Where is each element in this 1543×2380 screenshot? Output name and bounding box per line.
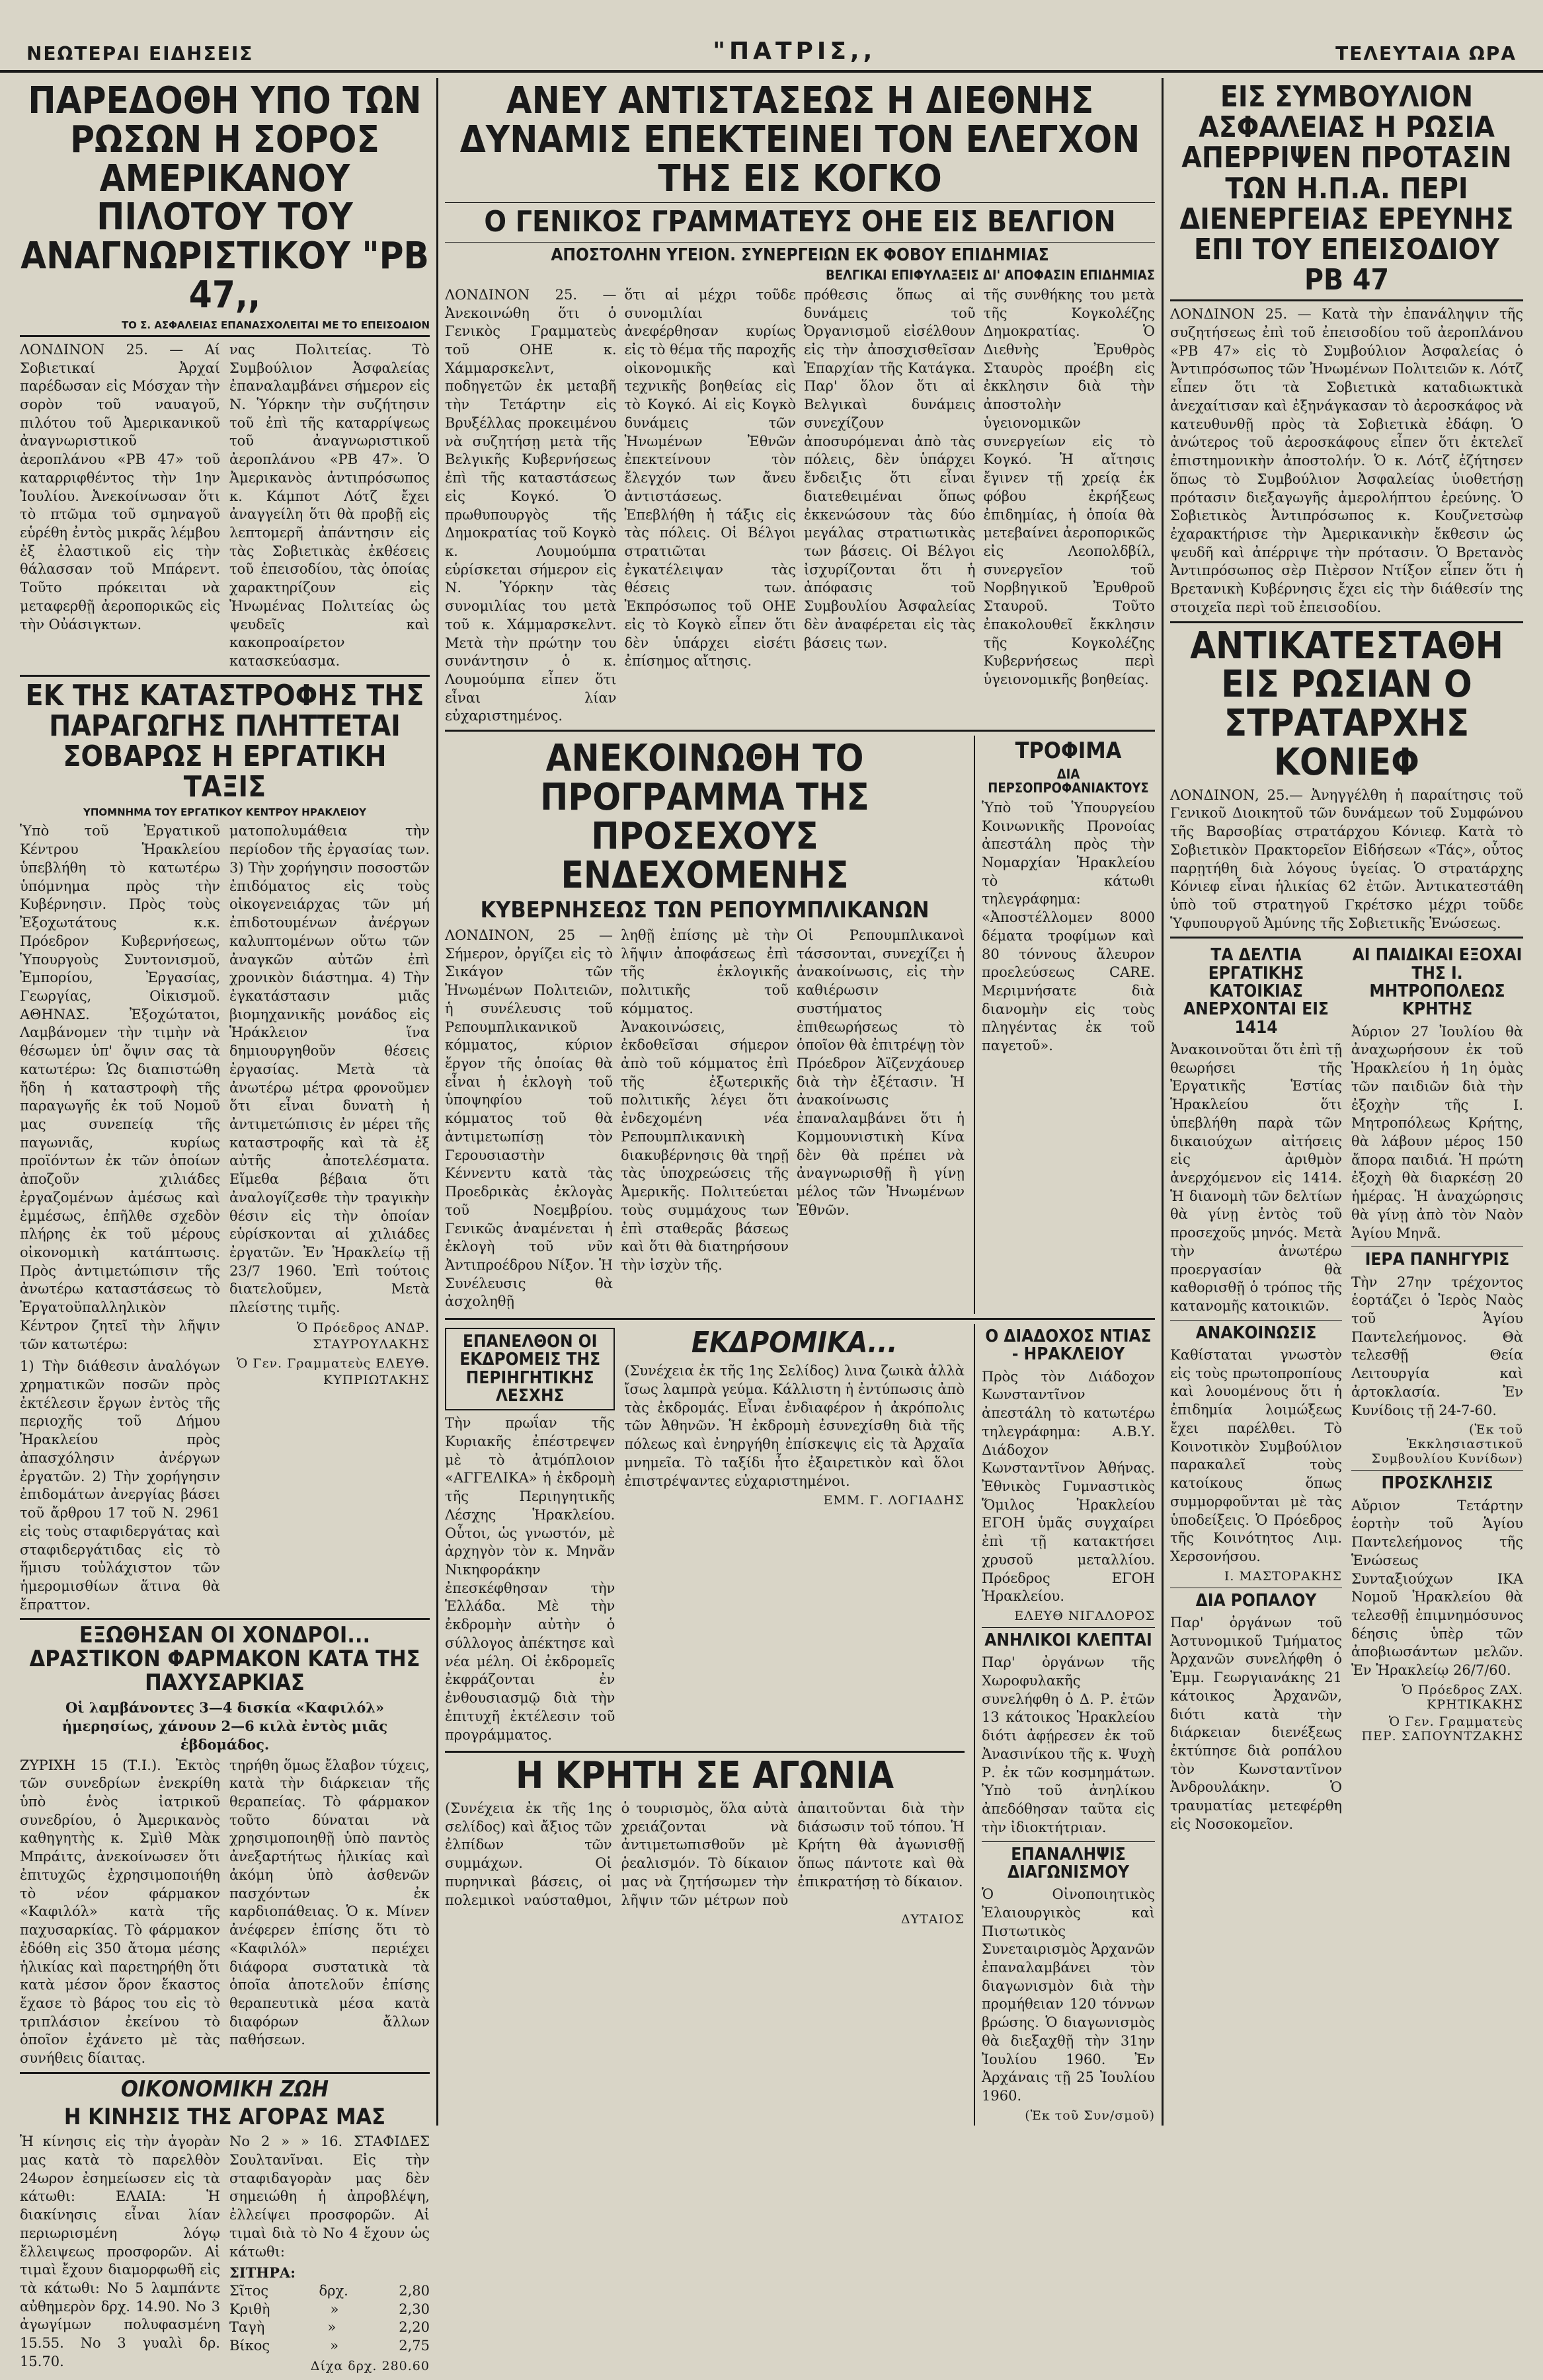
article-club: Παρ' ὀργάνων τοῦ Ἀστυνομικοῦ Τμήματος Ἀρχανῶν συνελήφθη ὁ Ἐμμ. Γεωργιανάκης 21 κάτοικος Ἀρχανῶν, διότι κατὰ τὴν διάρκειαν διενέξεως ἐκτύπησε διὰ ροπάλου τὸν Κωνσταντῖνον Ἀνδρουλάκην. Ὁ τραυματίας μετεφέρθη εἰς Νοσοκομεῖον. xyxy=(1170,1614,1342,1832)
headline-obesity: ΕΞΩΘΗΣΑΝ ΟΙ ΧΟΝΔΡΟΙ... ΔΡΑΣΤΙΚΟΝ ΦΑΡΜΑΚΟΝ ΚΑΤΑ ΤΗΣ ΠΑΧΥΣΑΡΚΙΑΣ xyxy=(29,1622,420,1696)
signature-president-ika: Ὁ Πρόεδρος ΖΑΧ. ΚΡΗΤΙΚΑΚΗΣ xyxy=(1402,1682,1523,1712)
headline-feast: ΙΕΡΑ ΠΑΝΗΓΥΡΙΣ xyxy=(1365,1250,1510,1270)
grain-row: Κριθὴ » 2,30 xyxy=(229,2301,430,2317)
article-obesity-col-a: ΖΥΡΙΧΗ 15 (Τ.Ι.). Ἐκτὸς τῶν συνεδρίων ἐνεκρίθη ὑπὸ ἑνὸς ἰατρικοῦ συνεδρίου, ὁ Ἀμερικανὸς καθηγητὴς κ. Σμὶθ Μὰκ Μπράιτς, ἀνεκοίνωσεν ὅτι ἐπιτυχῶς ἐχρησιμοποιήθη τὸ νέον φάρμακον «Καφιλόλ» κατὰ τῆς παχυσαρκίας. Τὸ φάρμακον ἐδόθη εἰς 350 ἄτομα μέσης ἡλικίας καὶ παρετηρήθη ὅτι κατὰ μέσον ὅρον ἕκαστος ἔχασε τὸ βάρος του εἰς τὸ τριπλάσιον ἐκείνου τὸ ὁποῖον ἐχάνετο μὲ τὰς συνήθεις δίαιτας. xyxy=(20,1757,220,2067)
article-feast: Τὴν 27ην τρέχοντος ἑορτάζει ὁ Ἱερὸς Ναὸς τοῦ Ἁγίου Παντελεήμονος. Θὰ τελεσθῇ Θεία Λειτουργία καὶ ἀρτοκλασία. Ἐν Κυνίδοις τῇ 24-7-60. xyxy=(1351,1274,1523,1418)
headline-club: ΔΙΑ ΡΟΠΑΛΟΥ xyxy=(1195,1590,1317,1611)
article-announcement: Καθίσταται γνωστὸν εἰς τοὺς πρωτοπροπίους καὶ λουομένους ὅτι ἡ ἐπιδημία λοιμώξεως ἔχει παρέλθει. Τὸ Κοινοτικὸν Συμβούλιον παρακαλεῖ τοὺς κατοίκους ὅπως συμμορφοῦνται μὲ τὰς ὑποδείξεις. Ὁ Πρόεδρος τῆς Κοινότητος Λιμ. Χερσονήσου. xyxy=(1170,1347,1342,1564)
article-republicans-col-3: Οἱ Ρεπουμπλικανοὶ τάσσονται, συνεχίζει ἡ ἀνακοίνωσις, εἰς τὴν καθιέρωσιν συστήματος ἐπιθεωρήσεως τὸ ὁποῖον θὰ ἐπιτρέψῃ τὸν Πρόεδρον Ἀϊζενχάουερ διὰ τὴν ἐξέτασιν. Ἡ ἀνακοίνωσις ἐπαναλαμβάνει ὅτι ἡ Κομμουνιστικὴ Κίνα δὲν θὰ πρέπει νὰ ἀναγνωρισθῇ ἢ γίνῃ μέλος τῶν Ἠνωμένων Ἐθνῶν. xyxy=(797,927,965,1218)
headline-republicans: ΑΝΕΚΟΙΝΩΘΗ ΤΟ ΠΡΟΓΡΑΜΜΑ ΤΗΣ ΠΡΟΣΕΧΟΥΣ ΕΝΔΕΧΟΜΕΝΗΣ xyxy=(540,737,869,897)
masthead-right: ΤΕΛΕΥΤΑΙΑ ΩΡΑ xyxy=(1335,43,1517,65)
article-obesity xyxy=(20,1757,430,2068)
subheadline-obesity: Οἱ λαμβάνοντες 3—4 δισκία «Καφιλόλ» ἡμερησίως, χάνουν 2—6 κιλὰ ἐντὸς μιᾶς ἑβδομάδος. xyxy=(61,1699,388,1753)
article-labour xyxy=(20,822,430,1614)
signature-ntias: ΕΛΕΥΘ ΝΙΓΑΛΟΡΟΣ xyxy=(1014,1609,1155,1624)
article-konev: ΛΟΝΔΙΝΟΝ, 25.— Ἀνηγγέλθη ἡ παραίτησις τοῦ Γενικοῦ Διοικητοῦ τῶν δυνάμεων τοῦ Συμφώνου τῆς Βαρσοβίας στρατάρχου Κόνιεφ. Κατὰ τὸ Σοβιετικὸν Πρακτορεῖον Εἰδήσεων «Τάς», οὗτος παρῃτήθη διὰ λόγους ὑγείας. Ὁ στρατάρχης Κόνιεφ εἶναι ἡλικίας 62 ἐτῶν. Ἀντικατεστάθη ὑπὸ τοῦ στρατηγοῦ Γκρέτσκο μέχρι τοῦδε Ὑφυπουργοῦ Ἀμύνης τῆς Σοβιετικῆς Ἑνώσεως. xyxy=(1170,787,1523,931)
signature-tender: (Ἐκ τοῦ Συν/σμοῦ) xyxy=(1025,2108,1155,2123)
headline-invitation: ΠΡΟΣΚΛΗΣΙΣ xyxy=(1381,1473,1493,1494)
headline-konev: ΑΝΤΙΚΑΤΕΣΤΑΘΗ ΕΙΣ ΡΩΣΙΑΝ Ο ΣΤΡΑΤΑΡΧΗΣ ΚΟΝΙΕΦ xyxy=(1190,624,1503,784)
grain-title: ΣΙΤΗΡΑ: xyxy=(229,2264,296,2282)
headline-security-council: ΕΙΣ ΣΥΜΒΟΥΛΙΟΝ ΑΣΦΑΛΕΙΑΣ Η ΡΩΣΙΑ ΑΠΕΡΡΙΨΕΝ ΠΡΟΤΑΣΙΝ ΤΩΝ Η.Π.Α. ΠΕΡΙ ΔΙΕΝΕΡΓΕΙΑΣ ΕΡΕΥΝΗΣ ΕΠΙ ΤΟΥ ΕΠΕΙΣΟΔΙΟΥ ΡΒ 47 xyxy=(1179,80,1514,297)
signature-secretary: Ὁ Γεν. Γραμματεὺς ΕΛΕΥΘ. ΚΥΠΡΙΩΤΑΚΗΣ xyxy=(237,1356,430,1388)
headline-market: Η ΚΙΝΗΣΙΣ ΤΗΣ ΑΓΟΡΑΣ ΜΑΣ xyxy=(63,2103,386,2130)
signature-secretary-ika: Ὁ Γεν. Γραμματεὺς ΠΕΡ. ΣΑΠΟΥΝΤΖΑΚΗΣ xyxy=(1361,1714,1523,1744)
article-ekdromika: (Συνέχεια ἐκ τῆς 1ης Σελίδος) λινα ζωικὰ ἀλλὰ ἴσως λαμπρὰ γεύμα. Κάλλιστη ἡ ἐντύπωσις ἀπὸ τὰς ἐκδρομάς. Εἶναι ἐνδιαφέρον ἡ ἀκρόπολις τῶν Ἀθηνῶν. Ἡ ἐκδρομὴ ἐσυνεχίσθη διὰ τῆς πόλεως καὶ ἐνηργήθη ἐπίσκεψις εἰς τὰ Ἀρχαῖα μνημεῖα. Τὸ ταξίδι ἦτο ἐξαιρετικὸν καὶ ὅλοι ἐπιστρέψαντες εὐχαριστημένοι. xyxy=(624,1363,965,1489)
signature-mastorakis: Ι. ΜΑΣΤΟΡΑΚΗΣ xyxy=(1224,1568,1342,1584)
article-pilot-col-a: ΛΟΝΔΙΝΟΝ 25. — Αί Σοβιετικαί Ἀρχαί παρέδωσαν εἰς Μόσχαν τὴν σορὸν τοῦ ναυαγοῦ, πιλότου τοῦ Ἀμερικανικοῦ ἀναγνωριστικοῦ ἀεροπλάνου «ΡΒ 47» τοῦ καταρριφθέντος τὴν 1ην Ἰουλίου. Ἀνεκοίνωσαν ὅτι τὸ πτῶμα τοῦ σμηναγοῦ εὑρέθη ἐντὸς μικρᾶς λέμβου ἐξ ἐλαστικοῦ εἰς τὴν θάλασσαν τοῦ Μπάρεντ. Τοῦτο πρόκειται νὰ μεταφερθῇ ἀεροπορικῶς εἰς τὴν Οὐάσιγκτων. xyxy=(20,341,220,633)
article-food: Ὑπὸ τοῦ Ὑπουργείου Κοινωνικῆς Προνοίας ἀπεστάλη πρὸς τὴν Νομαρχίαν Ἡρακλείου τὸ κάτωθι τηλεγράφημα: «Ἀποστέλλομεν 8000 δέματα τροφίμων καὶ 80 τόννους ἄλευρον προελεύσεως CARE. Μεριμνήσατε διὰ διανομὴν εἰς τοὺς πληγέντας ἐκ τοῦ παγετοῦ». xyxy=(982,799,1155,1054)
headline-food: ΤΡΟΦΙΜΑ xyxy=(1015,738,1122,765)
right-lower-row xyxy=(1170,942,1523,1836)
article-congo-col-3: πρόθεσις ὅπως αἱ δυνάμεις τοῦ Ὀργανισμοῦ εἰσέλθουν εἰς τὴν ἀποσχισθεῖσαν Ἐπαρχίαν τῆς Κατάγκα. Παρ' ὅλον ὅτι αἱ Βελγικαὶ δυνάμεις συνεχίζουν ἀποσυρόμεναι ἀπὸ τὰς πόλεις, δὲν ὑπάρχει ἔνδειξις ὅτι εἶναι διατεθειμέναι ὅπως ἐκκενώσουν τὰς δύο μεγάλας στρατιωτικὰς των βάσεις. Οἱ Βέλγοι ἰσχυρίζονται ὅτι ἡ ἀπόφασις τοῦ Συμβουλίου Ἀσφαλείας δὲν ἀναφέρεται εἰς τὰς βάσεις των. xyxy=(804,286,976,651)
grain-footer: Δίχα δρχ. 280.60 xyxy=(310,2358,430,2373)
article-camps: Ἀύριον 27 Ἰουλίου θὰ ἀναχωρήσουν ἐκ τοῦ Ἡρακλείου ἡ 1η ὁμὰς τῶν παιδιῶν διὰ τὴν ἐξοχὴν τῆς Ι. Μητροπόλεως Κρήτης, θὰ λάβουν μέρος 150 ἄπορα παιδιά. Ἡ πρώτη ἐξοχὴ θὰ διαρκέσῃ 20 ἡμέρας. Ἡ ἀναχώρησις θὰ γίνῃ ἀπὸ τὸν Ναὸν Ἁγίου Μηνᾶ. xyxy=(1351,1023,1523,1241)
headline-ekdromika: ΕΚΔΡΟΜΙΚΑ... xyxy=(691,1326,898,1360)
article-labour-col-b: ματοπολυμάθεια τὴν περίοδον τῆς ἐργασίας των. 3) Τὴν χορήγησιν ποσοστῶν ἐπιδόματος εἰς τοὺς οἰκογενειάρχας τῶν μή ἐπιδοτουμένων ἀνέργων καλυπτομένων οὕτω τῶν ἀναγκῶν αὐτῶν ἐπὶ χρονικὸν διάστημα. 4) Τὴν ἐγκατάστασιν μιᾶς βιομηχανικῆς μονάδος εἰς Ἡράκλειον ἵνα δημιουργηθοῦν θέσεις ἐργασίας. Μετὰ τὰ ἀνωτέρω μέτρα φρονοῦμεν ὅτι εἶναι δυνατὴ ἡ ἀντιμετώπισις ἐν μέρει τῆς καταστροφῆς καὶ τὰ ἐξ αὐτῆς ἀποτελέσματα. Εἴμεθα βέβαια ὅτι ἀναλογίζεσθε τὴν τραγικὴν θέσιν εἰς τὴν ὁποίαν εὑρίσκονται αἱ χιλιάδες ἐργατῶν. Ἐν Ἡρακλείῳ τῇ 23/7 1960. Ἐπὶ τούτοις διατελοῦμεν, Μετὰ πλείστης τιμῆς. xyxy=(229,823,430,1316)
article-market xyxy=(20,2133,430,2377)
headline-labour: ΕΚ ΤΗΣ ΚΑΤΑΣΤΡΟΦΗΣ ΤΗΣ ΠΑΡΑΓΩΓΗΣ ΠΛΗΤΤΕΤΑΙ ΣΟΒΑΡΩΣ Η ΕΡΓΑΤΙΚΗ ΤΑΞΙΣ xyxy=(25,678,424,804)
article-ntias: Πρὸς τὸν Διάδοχον Κωνσταντῖνον ἀπεστάλη τὸ κατωτέρω τηλεγράφημα: Α.Β.Υ. Διάδοχον Κωνσταντῖνον Ἀθήνας. Ἐθνικὸς Γυμναστικὸς Ὅμιλος Ἡρακλείου ΕΓΟΗ ὑμᾶς συγχαίρει ἐπὶ τῇ κατακτήσει χρυσοῦ μεταλλίου. Πρόεδρος ΕΓΟΗ Ἡρακλείου. xyxy=(982,1368,1155,1605)
subheadline-food: ΔΙΑ ΠΕΡΣΟΠΡΟΦΑΝΙΑΚΤΟΥΣ xyxy=(988,765,1149,796)
article-crete: (Συνέχεια ἐκ τῆς 1ης σελίδος) καὶ ἄξιος τῶν ἐλπίδων τῶν συμμάχων. Οἱ πυρηνικαὶ βάσεις, οἱ πολεμικοὶ ναύσταθμοι, ὁ τουρισμὸς, ὅλα αὐτὰ χρειάζονται νὰ ἀντιμετωπισθοῦν μὲ ῥεαλισμόν. Τὸ δίκαιον μας νὰ ζητήσωμεν τὴν λῆψιν τῶν μέτρων ποὺ ἀπαιτοῦνται διὰ τὴν διάσωσιν τοῦ τόπου. Ἡ Κρήτη θὰ ἀγωνισθῇ ὅπως πάντοτε καὶ θὰ ἐπικρατήσῃ τὸ δίκαιον. xyxy=(445,1800,965,1908)
headline-congo: ΑΝΕΥ ΑΝΤΙΣΤΑΣΕΩΣ Η ΔΙΕΘΝΗΣ ΔΥΝΑΜΙΣ ΕΠΕΚΤΕΙΝΕΙ ΤΟΝ ΕΛΕΓΧΟΝ ΤΗΣ ΕΙΣ ΚΟΓΚΟ xyxy=(459,79,1140,200)
subheadline-belgian: ΒΕΛΓΙΚΑΙ ΕΠΙΦΥΛΑΞΕΙΣ ΔΙ' ΑΠΟΦΑΣΙΝ ΕΠΙΔΗΜΙΑΣ xyxy=(825,266,1155,283)
article-congo-col-2: ὅτι αἱ μέχρι τοῦδε συνομιλίαι ἀνεφέρθησαν κυρίως εἰς τὸ θέμα τῆς παροχῆς οἰκονομικῆς καὶ τεχνικῆς βοηθείας εἰς τὸ Κογκό. Αἱ εἰς Κογκὸ δυνάμεις τῶν Ἠνωμένων Ἐθνῶν ἐπεκτείνουν τὸν ἔλεγχόν των ἄνευ ἀντιστάσεως. Ἐπεβλήθη ἡ τάξις εἰς τὰς πόλεις. Οἱ Βέλγοι στρατιῶται ἐγκατέλειψαν τὰς θέσεις των. Ἐκπρόσωπος τοῦ ΟΗΕ εἰς τὸ Κογκὸ εἶπεν ὅτι δὲν ὑπάρχει εἰσέτι ἐπίσημος αἴτησις. xyxy=(624,286,796,670)
headline-health-teams: ΑΠΟΣΤΟΛΗΝ ΥΓΕΙΟΝ. ΣΥΝΕΡΓΕΙΩΝ ΕΚ ΦΟΒΟΥ ΕΠΙΔΗΜΙΑΣ xyxy=(551,245,1049,265)
headline-economy: ΟΙΚΟΝΟΜΙΚΗ ΖΩΗ xyxy=(120,2075,329,2102)
article-obesity-col-b: τηρήθη ὅμως ἔλαβον τύχεις, κατὰ τὴν διάρκειαν τῆς θεραπείας. Τὸ φάρμακον τοῦτο δύναται νὰ χρησιμοποιηθῇ ὑπὸ παντὸς ἀνεξαρτήτως ἡλικίας καὶ ἀκόμη ὑπὸ ἀσθενῶν πασχόντων ἐκ καρδιοπάθειας. Ὁ κ. Μίνεν ἀνέφερεν ἐπίσης ὅτι τὸ «Καφιλόλ» περιέχει διάφορα συστατικὰ τὰ ὁποῖα ἀποτελοῦν ἐπίσης θεραπευτικὰ μέσα κατὰ διαφόρων ἄλλων παθήσεων. xyxy=(229,1757,430,2048)
headline-ntias: Ο ΔΙΑΔΟΧΟΣ ΝΤΙΑΣ - ΗΡΑΚΛΕΙΟΥ xyxy=(985,1326,1152,1365)
headline-announcement: ΑΝΑΚΟΙΝΩΣΙΣ xyxy=(1195,1323,1317,1343)
article-market-col-a: Ἡ κίνησις εἰς τὴν ἀγορὰν μας κατὰ τὸ παρελθὸν 24ωρον ἐσημείωσεν εἰς τὰ κάτωθι: ΕΛΑΙΑ: Ἡ διακίνησις εἶναι λίαν περιωρισμένη λόγῳ ἔλλειψεως προσφορῶν. Αἱ τιμαὶ ἔχουν διαμορφωθῆ εἰς τὰ κάτωθι: Νο 5 λαμπάντε αὐθημερὸν δρχ. 14.90. Νο 3 ἀγωγίμων πολυφασμένη 15.55. Νο 3 γυαλὶ δρ. 15.70. xyxy=(20,2133,220,2369)
signature-bottom: ΔΥΤΑΙΟΣ xyxy=(900,1912,965,1927)
article-security-council: ΛΟΝΔΙΝΟΝ 25. — Κατὰ τὴν ἐπανάληψιν τῆς συζητήσεως ἐπὶ τοῦ ἐπεισοδίου τοῦ ἀεροπλάνου «ΡΒ 47» εἰς τὸ Συμβούλιον Ἀσφαλείας ὁ Ἀντιπρόσωπος τῶν Ἠνωμένων Πολιτειῶν κ. Λότζ εἶπεν ὅτι τὰ Σοβιετικὰ καταδιωκτικὰ ἀνεχαίτισαν καὶ ἐξηνάγκασαν τὸ ἀεροσκάφος νὰ κατευθυνθῇ πρὸς τὰ Σοβιετικὰ ἐδάφη. Ὁ ἀνώτερος τοῦ ἀεροσκάφους εἶπεν ὅτι ἐκτελεῖ ἐπιστημονικὴν ἀποστολήν. Ὁ κ. Λότζ ἐζήτησεν ὅπως τὸ Συμβούλιον Ἀσφαλείας ὑιοθετήσῃ πρότασιν διεξαγωγῆς ἀμερολήπτου ἐρεύνης. Ὁ Σοβιετικὸς Ἀντιπρόσωπος κ. Κουζνετσὼφ ἐχαρακτήρισε τὴν Ἀμερικανικὴν ἔκθεσιν ὡς ψευδῆ καὶ ἀπέρριψε τὴν πρότασιν. Ὁ Βρετανὸς Ἀντιπρόσωπος σὲρ Πιὲρσον Ντίξον εἶπεν ὅτι ἡ Βρετανικὴ Κυβέρνησις ἔχει εἰς τὴν διάθεσίν της στοιχεῖα περὶ τοῦ ἐπεισοδίου. xyxy=(1170,306,1523,615)
subheadline-pilot: ΤΟ Σ. ΑΣΦΑΛΕΙΑΣ ΕΠΑΝΑΣΧΟΛΕΙΤΑΙ ΜΕ ΤΟ ΕΠΕΙΣΟΔΙΟΝ xyxy=(121,319,430,331)
article-tender: Ὁ Οἰνοποιητικὸς Ἐλαιουργικὸς καὶ Πιστωτικὸς Συνεταιρισμὸς Ἀρχανῶν ἐπαναλαμβάνει τὸν διαγωνισμὸν διὰ τὴν προμήθειαν 120 τόννων βρώσης. Ὁ διαγωνισμὸς θὰ διεξαχθῇ τὴν 31ην Ἰουλίου 1960. Ἐν Ἀρχάναις τῇ 25 Ἰουλίου 1960. xyxy=(982,1886,1156,2104)
article-congo xyxy=(445,286,1155,726)
signature-logiadis: ΕΜΜ. Γ. ΛΟΓΙΑΔΗΣ xyxy=(823,1493,965,1508)
headline-worker-housing: ΤΑ ΔΕΛΤΙΑ ΕΡΓΑΤΙΚΗΣ ΚΑΤΟΙΚΙΑΣ ΑΝΕΡΧΟΝΤΑΙ ΕΙΣ 1414 xyxy=(1183,945,1329,1038)
article-thieves: Παρ' ὀργάνων τῆς Χωροφυλακῆς συνελήφθη ὁ Δ. Ρ. ἐτῶν 13 κάτοικος Ἡρακλείου διότι ἀφῄρεσεν ἐκ τοῦ Ἀνασινίκου τῆς κ. Ψυχὴ Ρ. ἐκ τῶν κοσμημάτων. Ὑπὸ τοῦ ἀνηλίκου ἀπεδόθησαν ταῦτα εἰς τὴν ἰδιοκτήτριαν. xyxy=(982,1654,1155,1835)
headline-un-secretary: Ο ΓΕΝΙΚΟΣ ΓΡΑΜΜΑΤΕΥΣ ΟΗΕ ΕΙΣ ΒΕΛΓΙΟΝ xyxy=(484,205,1116,239)
signature-feast: (Ἐκ τοῦ Ἐκκλησιαστικοῦ Συμβουλίου Κυνίδων) xyxy=(1371,1422,1523,1467)
article-excursion: Τὴν πρωΐαν τῆς Κυριακῆς ἐπέστρεψεν μὲ τὸ ἀτμόπλοιον «ΑΓΓΕΛΙΚΑ» ἡ ἐκδρομὴ τῆς Περιηγητικῆς Λέσχης Ἡρακλείου. Οὗτοι, ὡς γνωστόν, μὲ ἀρχηγὸν τὸν κ. Μηνᾶν Νικηφοράκην ἐπεσκέφθησαν τὴν Ἑλλάδα. Μὲ τὴν ἐκδρομὴν αὐτὴν ὁ σύλλογος ἀπέκτησε καὶ νέα μέλη. Οἱ ἐκδρομεῖς ἐκφράζονται ἐν ἐνθουσιασμῷ διὰ τὴν ἐπιτυχῆ ἐκτέλεσιν τοῦ προγράμματος. xyxy=(445,1415,615,1743)
masthead xyxy=(0,0,1543,73)
article-pilot xyxy=(20,341,430,671)
signature-president: Ὁ Πρόεδρος ΑΝΔΡ. ΣΤΑΥΡΟΥΛΑΚΗΣ xyxy=(296,1320,430,1352)
article-republicans-col-2: ληθῇ ἐπίσης μὲ τὴν λῆψιν ἀποφάσεως ἐπὶ τῆς ἐκλογικῆς πολιτικῆς τοῦ κόμματος. Ἀνακοινώσεις, ἐκδοθεῖσαι σήμερον ἀπὸ τοῦ κόμματος ἐπὶ τῆς ἐξωτερικῆς πολιτικῆς λέγει ὅτι ἐνδεχομένη νέα Ρεπουμπλικανικὴ διακυβέρνησις θὰ τηρῇ τὰς ὑποχρεώσεις τῆς Ἀμερικῆς. Πολιτεύεται τοὺς συμμάχους των ἐπὶ σταθερᾶς βάσεως καὶ ὅτι θὰ διατηρήσουν τὴν ἰσχὺν τῆς. xyxy=(621,927,789,1273)
headline-pilot: ΠΑΡΕΔΟΘΗ ΥΠΟ ΤΩΝ ΡΩΣΩΝ Η ΣΟΡΟΣ ΑΜΕΡΙΚΑΝΟΥ ΠΙΛΟΤΟΥ ΤΟΥ ΑΝΑΓΝΩΡΙΣΤΙΚΟΥ "ΡΒ 47,, xyxy=(20,79,429,317)
subheadline-labour: ΥΠΟΜΝΗΜΑ ΤΟΥ ΕΡΓΑΤΙΚΟΥ ΚΕΝΤΡΟΥ ΗΡΑΚΛΕΙΟΥ xyxy=(83,806,367,819)
headline-camps: ΑΙ ΠΑΙΔΙΚΑΙ ΕΞΟΧΑΙ ΤΗΣ Ι. ΜΗΤΡΟΠΟΛΕΩΣ ΚΡΗΤΗΣ xyxy=(1352,945,1523,1020)
article-labour-col-a2: 1) Τὴν διάθεσιν ἀναλόγων χρηματικῶν ποσῶν πρὸς ἐκτέλεσιν ἔργων ἐντὸς τῆς περιοχῆς τοῦ Δήμου Ἡρακλείου πρὸς ἀπασχόλησιν ἀνέργων ἐργατῶν. 2) Τὴν χορήγησιν ἐπιδομάτων ἀνεργίας βάσει τοῦ ἄρθρου 17 τοῦ Ν. 2961 εἰς τοὺς σταφιδεργάτας καὶ σταφιδεργάτιδας εἰς τὸ ἥμισυ τοὐλάχιστον τῶν ἡμερομισθίων ἅτινα θὰ ἔπραττον. xyxy=(20,1358,220,1613)
republicans-row xyxy=(445,736,1155,1314)
grain-row: Ταγὴ » 2,20 xyxy=(229,2319,430,2336)
lower-center-row xyxy=(445,1324,1155,2126)
article-republicans xyxy=(445,927,965,1311)
article-republicans-col-1: ΛΟΝΔΙΝΟΝ, 25 — Σήμερον, ὀργίζει εἰς τὸ Σικάγον τῶν Ἠνωμένων Πολιτειῶν, ἡ συνέλευσις τοῦ Ρεπουμπλικανικοῦ κόμματος, κύριον ἔργον τῆς ὁποίας θὰ εἶναι ἡ ἐκλογὴ τοῦ ὑποψηφίου τοῦ κόμματος τοῦ θὰ ἀντιμετωπίσῃ τὸν Γερουσιαστὴν Κέννεντυ κατὰ τὰς Προεδρικὰς ἐκλογὰς τοῦ Νοεμβρίου. Γενικῶς ἀναμένεται ἡ ἐκλογὴ τοῦ νῦν Ἀντιπροέδρου Νίξον. Ἡ Συνέλευσις θὰ ἀσχοληθῇ xyxy=(445,927,613,1310)
headline-excursion: ΕΠΑΝΕΛΘΟΝ ΟΙ ΕΚΔΡΟΜΕΙΣ ΤΗΣ ΠΕΡΙΗΓΗΤΙΚΗΣ ΛΕΣΧΗΣ xyxy=(445,1328,615,1410)
article-worker-housing: Ἀνακοινοῦται ὅτι ἐπὶ τῇ θεωρήσει τῆς Ἐργατικῆς Ἑστίας Ἡρακλείου ὅτι ὑπεβλήθη παρὰ τῶν δικαιούχων αἰτήσεις εἰς ἀριθμὸν ἀνερχόμενον εἰς 1414. Ἡ διανομὴ τῶν δελτίων θὰ γίνῃ ἐντὸς τοῦ προσεχοῦς μηνός. Μετὰ τὴν ἀνωτέρω προεργασίαν θὰ καθορισθῇ ὁ τρόπος τῆς κατανομῆς κατοικιῶν. xyxy=(1170,1041,1342,1315)
article-congo-col-1: ΛΟΝΔΙΝΟΝ 25. — Ἀνεκοινώθη ὅτι ὁ Γενικὸς Γραμματεὺς τοῦ ΟΗΕ κ. Χάμμαρσκελντ, ποδηγετῶν ἐκ μεταβῆ τὴν Τετάρτην εἰς Βρυξέλλας προκειμένου νὰ συζητήσῃ μετὰ τῆς Βελγικῆς Κυβερνήσεως ἐπὶ τῆς καταστάσεως εἰς Κογκό. Ὁ πρωθυπουργὸς τῆς Δημοκρατίας τοῦ Κογκὸ κ. Λουμούμπα εὑρίσκεται σήμερον εἰς Ν. Ὑόρκην τὰς συνομιλίας του μετὰ τοῦ κ. Χάμμαρσκελντ. Μετὰ τὴν πρώτην του συνάντησιν ὁ κ. Λουμούμπα εἶπεν ὅτι εἶναι λίαν εὐχαριστημένος. xyxy=(445,286,617,724)
article-pilot-col-b: νας Πολιτείας. Τὸ Συμβούλιον Ἀσφαλείας ἐπαναλαμβάνει σήμερον εἰς Ν. Ὑόρκην τὴν συζήτησιν τοῦ ἐπὶ τῆς καταρρίψεως τοῦ ἀναγνωριστικοῦ ἀεροπλάνου «ΡΒ 47». Ὁ Ἀμερικανὸς ἀντιπρόσωπος κ. Κάμποτ Λότζ ἔχει ἀναγγείλη ὅτι θὰ προβῇ εἰς λεπτομερῆ ἀπάντησιν εἰς τὰς Σοβιετικὰς ἐκθέσεις τοῦ ἐπεισοδίου, τὰς ὁποίας χαρακτηρίζουν εἰς Ἠνωμένας Πολιτείας ὡς ψευδεῖς καὶ κακοπροαίρετον κατασκεύασμα. xyxy=(229,341,430,669)
article-congo-col-4: τῆς συνθήκης του μετὰ τῆς Κογκολέζης Δημοκρατίας. Ὁ Διεθνὴς Ἐρυθρὸς Σταυρὸς προέβη εἰς ἐκκλησιν διὰ τὴν ἀποστολὴν ὑγειονομικῶν συνεργείων εἰς τὸ Κογκό. Ἡ αἴτησις ἔγινεν τῇ χρείᾳ ἐκ φόβου ἐκρήξεως ἐπιδημίας, ἡ ὁποία θὰ μετεβαίνει ἀεροπορικῶς εἰς Λεοπολδβίλ, συνεργεῖον τοῦ Νορβηγικοῦ Ἐρυθροῦ Σταυροῦ. Τοῦτο ἐπακολουθεῖ ἔκκλησιν τῆς Κογκολέζης Κυβερνήσεως περὶ ὑγειονομικῆς βοηθείας. xyxy=(983,286,1155,687)
headline-tender: ΕΠΑΝΑΛΗΨΙΣ ΔΙΑΓΩΝΙΣΜΟΥ xyxy=(1007,1844,1130,1882)
article-market-col-b: Νο 2 » » 16. ΣΤΑΦΙΔΕΣ Σουλτανῖναι. Εἰς τὴν σταφιδαγορὰν μας δὲν σημειώθη ἡ ἀπροβλέψη, ἐλλείψει προσφορῶν. Αἱ τιμαὶ διὰ τὸ Νο 4 ἔχουν ὡς κάτωθι: xyxy=(229,2133,430,2260)
masthead-title: "ΠΑΤΡΙΣ,, xyxy=(713,38,877,65)
column-right xyxy=(1164,78,1530,1837)
column-left xyxy=(13,78,436,2380)
article-labour-col-a: Ὑπὸ τοῦ Ἐργατικοῦ Κέντρου Ἡρακλείου ὑπεβλήθη τὸ κατωτέρω ὑπόμνημα πρὸς τὴν Κυβέρνησιν. Πρὸς τοὺς Ἐξοχωτάτους κ.κ. Πρόεδρον Κυβερνήσεως, Ὑπουργοὺς Συντονισμοῦ, Ἐμπορίου, Ἐργασίας, Γεωργίας, Οἰκισμοῦ. ΑΘΗΝΑΣ. Ἐξοχώτατοι, Λαμβάνομεν τὴν τιμὴν νὰ θέσωμεν ὑπ' ὄψιν σας τὰ κατωτέρω: Ὡς διαπιστώθη ἤδη ἡ καταστροφὴ τῆς παραγωγῆς ἐκ τοῦ Νομοῦ μας συνεπείᾳ τῆς παγωνιᾶς, κυρίως προϊόντων ἐκ τῶν ὁποίων ἀποζοῦν χιλιάδες ἐργαζομένων ἀμέσως καὶ ἐμμέσως, ἐπῆλθε σχεδὸν πλήρης ἐκ τοῦ μέρους οἰκονομικὴ κατάπτωσις. Πρὸς ἀντιμετώπισιν τῆς ἀνωτέρω καταστάσεως τὸ Ἐργατοϋπαλληλικὸν Κέντρον ζητεῖ τὴν λῆψιν τῶν κατωτέρω: xyxy=(20,823,220,1352)
grain-row: Σῖτος δρχ. 2,80 xyxy=(229,2282,430,2299)
subheadline-republicans: ΚΥΒΕΡΝΗΣΕΩΣ ΤΩΝ ΡΕΠΟΥΜΠΛΙΚΑΝΩΝ xyxy=(480,897,930,924)
masthead-left: ΝΕΩΤΕΡΑΙ ΕΙΔΗΣΕΙΣ xyxy=(26,43,254,65)
article-invitation: Αὔριον Τετάρτην ἑορτὴν τοῦ Ἁγίου Παντελεήμονος τῆς Ἑνώσεως Συνταξιούχων ΙΚΑ Νομοῦ Ἡρακλείου θὰ τελεσθῇ ἐπιμνημόσυνος δέησις ὑπὲρ τῶν ἀποβιωσάντων μελῶν. Ἐν Ἡρακλείῳ 26/7/60. xyxy=(1351,1497,1523,1679)
column-center xyxy=(436,78,1164,2126)
grain-row: Βίκος » 2,75 xyxy=(229,2338,430,2354)
headline-thieves: ΑΝΗΛΙΚΟΙ ΚΛΕΠΤΑΙ xyxy=(984,1631,1152,1651)
headline-crete: Η ΚΡΗΤΗ ΣΕ ΑΓΩΝΙΑ xyxy=(515,1754,894,1798)
